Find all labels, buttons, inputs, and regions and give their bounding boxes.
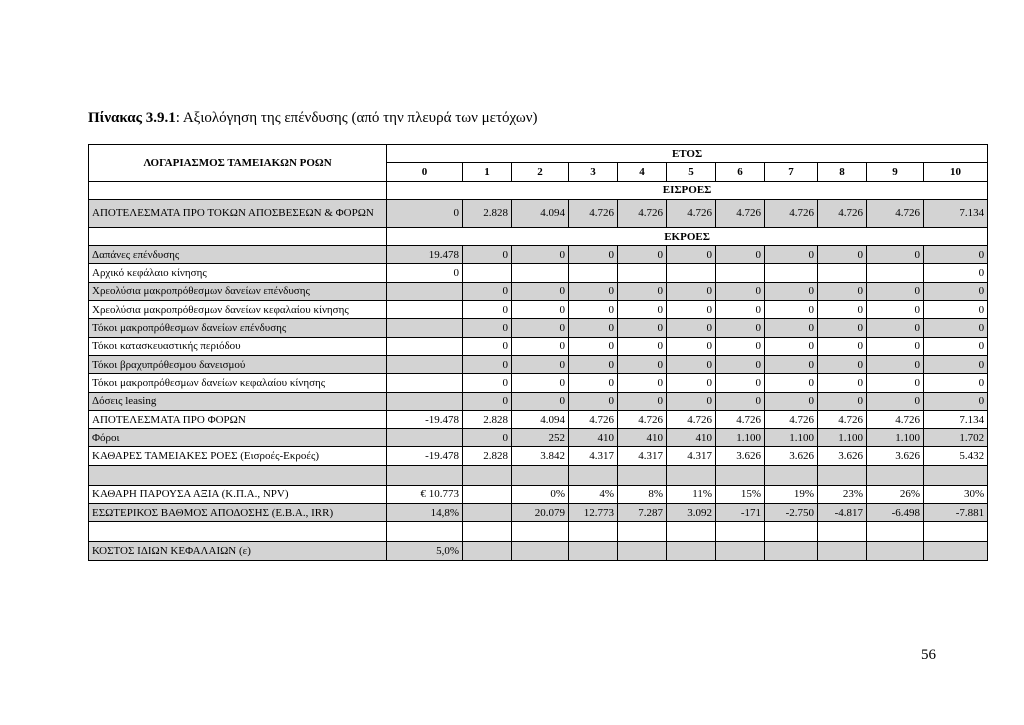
table-row	[89, 199, 988, 227]
value-cell: 1.702	[924, 429, 988, 447]
value-cell: 0	[867, 246, 924, 264]
row-label: ΕΣΩΤΕΡΙΚΟΣ ΒΑΘΜΟΣ ΑΠΟΔΟΣΗΣ (Ε.Β.Α., IRR)	[89, 504, 387, 522]
value-cell: 0	[569, 246, 618, 264]
value-cell: 0	[569, 301, 618, 319]
value-cell: -171	[716, 504, 765, 522]
value-cell: 0	[716, 246, 765, 264]
value-cell: 0	[463, 282, 512, 300]
empty-cell	[618, 522, 667, 542]
value-cell: 0	[512, 301, 569, 319]
value-cell: 0	[867, 301, 924, 319]
value-cell	[716, 264, 765, 282]
value-cell: 3.626	[818, 447, 867, 465]
value-cell: -19.478	[387, 410, 463, 428]
blank-row	[89, 522, 988, 542]
value-cell: 0	[569, 337, 618, 355]
value-cell: 0	[924, 319, 988, 337]
value-cell: 11%	[667, 485, 716, 503]
empty-cell	[924, 522, 988, 542]
value-cell: 0	[924, 264, 988, 282]
value-cell	[716, 542, 765, 560]
value-cell	[387, 355, 463, 373]
empty-cell	[867, 465, 924, 485]
value-cell	[463, 504, 512, 522]
value-cell: 20.079	[512, 504, 569, 522]
value-cell: 0	[818, 337, 867, 355]
value-cell: -7.881	[924, 504, 988, 522]
year-cell: 4	[618, 163, 667, 181]
value-cell: 7.287	[618, 504, 667, 522]
value-cell	[387, 392, 463, 410]
empty-cell	[924, 465, 988, 485]
value-cell: 0	[667, 355, 716, 373]
value-cell	[387, 429, 463, 447]
year-cell: 2	[512, 163, 569, 181]
value-cell: 0	[512, 337, 569, 355]
row-label: ΚΑΘΑΡΕΣ ΤΑΜΕΙΑΚΕΣ ΡΟΕΣ (Εισροές-Εκροές)	[89, 447, 387, 465]
value-cell: -2.750	[765, 504, 818, 522]
value-cell: 4.726	[867, 410, 924, 428]
row-label: Χρεολύσια μακροπρόθεσμων δανείων επένδυσης	[89, 282, 387, 300]
row-label: ΚΑΘΑΡΗ ΠΑΡΟΥΣΑ ΑΞΙΑ (Κ.Π.Α., NPV)	[89, 485, 387, 503]
value-cell: 0	[818, 301, 867, 319]
value-cell: 0	[716, 392, 765, 410]
value-cell: 0	[512, 246, 569, 264]
value-cell: 0	[512, 282, 569, 300]
row-label: ΚΟΣΤΟΣ ΙΔΙΩΝ ΚΕΦΑΛΑΙΩΝ (ε)	[89, 542, 387, 560]
value-cell	[463, 264, 512, 282]
value-cell: 0	[667, 337, 716, 355]
empty-cell	[387, 522, 463, 542]
table-row	[89, 392, 988, 410]
value-cell: 0	[512, 392, 569, 410]
value-cell: 0	[618, 301, 667, 319]
row-label: Τόκοι βραχυπρόθεσμου δανεισμού	[89, 355, 387, 373]
value-cell: 1.100	[867, 429, 924, 447]
value-cell: 252	[512, 429, 569, 447]
empty-cell	[765, 522, 818, 542]
table-row	[89, 246, 988, 264]
value-cell: 0	[667, 301, 716, 319]
value-cell: 2.828	[463, 410, 512, 428]
value-cell: 0	[618, 355, 667, 373]
value-cell: 19.478	[387, 246, 463, 264]
value-cell: 0	[463, 392, 512, 410]
section-row	[89, 181, 988, 199]
value-cell: 0	[667, 319, 716, 337]
value-cell: 0	[512, 374, 569, 392]
value-cell: 4.726	[716, 199, 765, 227]
value-cell: 0	[569, 355, 618, 373]
value-cell: 30%	[924, 485, 988, 503]
value-cell: 410	[569, 429, 618, 447]
empty-cell	[512, 465, 569, 485]
value-cell: 0	[765, 337, 818, 355]
empty-cell	[463, 465, 512, 485]
empty-cell	[463, 522, 512, 542]
row-label: Τόκοι μακροπρόθεσμων δανείων κεφαλαίου κίνησης	[89, 374, 387, 392]
value-cell	[765, 542, 818, 560]
value-cell: 0	[716, 355, 765, 373]
blank-row	[89, 465, 988, 485]
section-empty	[89, 227, 387, 245]
value-cell: 0	[765, 374, 818, 392]
value-cell: 0	[387, 199, 463, 227]
value-cell: 4.726	[667, 199, 716, 227]
table-caption	[88, 110, 537, 127]
value-cell: 4.726	[569, 199, 618, 227]
value-cell	[387, 282, 463, 300]
table-row	[89, 355, 988, 373]
value-cell: 0	[463, 429, 512, 447]
value-cell: 0	[924, 374, 988, 392]
value-cell: 0	[867, 337, 924, 355]
value-cell: 0	[569, 392, 618, 410]
value-cell: 0	[818, 355, 867, 373]
value-cell: 0	[667, 374, 716, 392]
value-cell: 0	[924, 337, 988, 355]
table-row	[89, 504, 988, 522]
value-cell: -4.817	[818, 504, 867, 522]
value-cell: 0	[618, 319, 667, 337]
value-cell: 0	[618, 374, 667, 392]
value-cell: 4.726	[618, 199, 667, 227]
value-cell	[618, 264, 667, 282]
empty-cell	[867, 522, 924, 542]
value-cell: 0	[867, 374, 924, 392]
value-cell: 4.094	[512, 199, 569, 227]
section-empty	[89, 181, 387, 199]
value-cell: 0	[765, 301, 818, 319]
row-label: Δαπάνες επένδυσης	[89, 246, 387, 264]
value-cell: 8%	[618, 485, 667, 503]
section-row	[89, 227, 988, 245]
empty-cell	[89, 522, 387, 542]
table-caption-label: Πίνακας 3.9.1	[88, 110, 176, 126]
value-cell: 3.092	[667, 504, 716, 522]
table-row	[89, 542, 988, 560]
value-cell	[387, 301, 463, 319]
value-cell	[867, 542, 924, 560]
value-cell: 0	[463, 374, 512, 392]
table-row	[89, 429, 988, 447]
header-accounts: ΛΟΓΑΡΙΑΣΜΟΣ ΤΑΜΕΙΑΚΩΝ ΡΟΩΝ	[89, 145, 387, 182]
row-label: Χρεολύσια μακροπρόθεσμων δανείων κεφαλαίου κίνησης	[89, 301, 387, 319]
value-cell: 0	[924, 355, 988, 373]
table-row	[89, 282, 988, 300]
empty-cell	[716, 465, 765, 485]
row-label: Φόροι	[89, 429, 387, 447]
value-cell	[387, 374, 463, 392]
value-cell: 4.726	[618, 410, 667, 428]
value-cell: 4.317	[618, 447, 667, 465]
value-cell: -19.478	[387, 447, 463, 465]
section-outflows: ΕΚΡΟΕΣ	[387, 227, 988, 245]
value-cell: 2.828	[463, 447, 512, 465]
value-cell	[867, 264, 924, 282]
value-cell: 4.726	[818, 410, 867, 428]
empty-cell	[765, 465, 818, 485]
empty-cell	[569, 522, 618, 542]
value-cell: 0	[716, 301, 765, 319]
value-cell: 3.626	[716, 447, 765, 465]
empty-cell	[569, 465, 618, 485]
year-cell: 7	[765, 163, 818, 181]
value-cell: 0	[667, 282, 716, 300]
value-cell: 5.432	[924, 447, 988, 465]
value-cell: 4%	[569, 485, 618, 503]
section-inflows: ΕΙΣΡΟΕΣ	[387, 181, 988, 199]
value-cell: 4.726	[569, 410, 618, 428]
value-cell: 0	[716, 374, 765, 392]
cash-flow-table	[88, 144, 988, 561]
value-cell: 1.100	[818, 429, 867, 447]
value-cell: 0	[867, 282, 924, 300]
value-cell: 23%	[818, 485, 867, 503]
value-cell: 2.828	[463, 199, 512, 227]
table-row	[89, 447, 988, 465]
value-cell: 12.773	[569, 504, 618, 522]
value-cell	[569, 264, 618, 282]
value-cell: 0	[618, 392, 667, 410]
empty-cell	[387, 465, 463, 485]
table-row	[89, 301, 988, 319]
value-cell: 0	[716, 337, 765, 355]
empty-cell	[818, 522, 867, 542]
year-cell: 6	[716, 163, 765, 181]
value-cell: 0	[765, 282, 818, 300]
value-cell: 0	[512, 319, 569, 337]
value-cell: 0	[765, 392, 818, 410]
value-cell	[667, 542, 716, 560]
row-label: Αρχικό κεφάλαιο κίνησης	[89, 264, 387, 282]
empty-cell	[667, 465, 716, 485]
value-cell: 0	[924, 246, 988, 264]
year-cell: 8	[818, 163, 867, 181]
value-cell: 0	[618, 337, 667, 355]
value-cell: 26%	[867, 485, 924, 503]
value-cell	[667, 264, 716, 282]
value-cell: 4.726	[818, 199, 867, 227]
value-cell	[463, 542, 512, 560]
value-cell: 15%	[716, 485, 765, 503]
row-label: Δόσεις leasing	[89, 392, 387, 410]
value-cell: 0	[818, 319, 867, 337]
value-cell	[618, 542, 667, 560]
value-cell: 4.726	[867, 199, 924, 227]
empty-cell	[512, 522, 569, 542]
table-row	[89, 264, 988, 282]
value-cell	[463, 485, 512, 503]
value-cell: 0	[618, 282, 667, 300]
table-row	[89, 410, 988, 428]
row-label: Τόκοι κατασκευαστικής περιόδου	[89, 337, 387, 355]
value-cell: 3.626	[867, 447, 924, 465]
value-cell: 0	[569, 374, 618, 392]
year-cell: 1	[463, 163, 512, 181]
value-cell: 0	[765, 246, 818, 264]
value-cell: 0	[818, 392, 867, 410]
year-cell: 0	[387, 163, 463, 181]
value-cell: 0	[765, 355, 818, 373]
empty-cell	[667, 522, 716, 542]
value-cell: 1.100	[716, 429, 765, 447]
value-cell: 4.317	[569, 447, 618, 465]
value-cell: 0	[667, 246, 716, 264]
value-cell: 0	[463, 355, 512, 373]
value-cell: 0	[867, 392, 924, 410]
value-cell: 4.726	[765, 199, 818, 227]
value-cell	[818, 542, 867, 560]
value-cell: 0	[867, 355, 924, 373]
empty-cell	[89, 465, 387, 485]
value-cell: 0	[512, 355, 569, 373]
value-cell: 7.134	[924, 199, 988, 227]
year-cell: 9	[867, 163, 924, 181]
table-row	[89, 337, 988, 355]
value-cell: 4.726	[765, 410, 818, 428]
value-cell	[387, 319, 463, 337]
table-row	[89, 319, 988, 337]
value-cell: 4.726	[716, 410, 765, 428]
value-cell: 0	[924, 301, 988, 319]
value-cell: 3.626	[765, 447, 818, 465]
row-label: ΑΠΟΤΕΛΕΣΜΑΤΑ ΠΡΟ ΦΟΡΩΝ	[89, 410, 387, 428]
header-year: ΕΤΟΣ	[387, 145, 988, 163]
value-cell: € 10.773	[387, 485, 463, 503]
table-caption-text: : Αξιολόγηση της επένδυσης (από την πλευρά των μετόχων)	[175, 110, 538, 126]
row-label: ΑΠΟΤΕΛΕΣΜΑΤΑ ΠΡΟ ΤΟΚΩΝ ΑΠΟΣΒΕΣΕΩΝ & ΦΟΡΩΝ	[89, 199, 387, 227]
value-cell: 0	[818, 246, 867, 264]
value-cell: 1.100	[765, 429, 818, 447]
empty-cell	[818, 465, 867, 485]
value-cell	[512, 264, 569, 282]
row-label: Τόκοι μακροπρόθεσμων δανείων επένδυσης	[89, 319, 387, 337]
value-cell: 0	[818, 374, 867, 392]
value-cell: 4.726	[667, 410, 716, 428]
value-cell: 7.134	[924, 410, 988, 428]
table-row	[89, 374, 988, 392]
page-number: 56	[921, 647, 936, 663]
value-cell: 410	[667, 429, 716, 447]
value-cell	[387, 337, 463, 355]
empty-cell	[716, 522, 765, 542]
value-cell: 14,8%	[387, 504, 463, 522]
value-cell	[512, 542, 569, 560]
value-cell: 410	[618, 429, 667, 447]
value-cell: 0	[818, 282, 867, 300]
value-cell: 0	[569, 282, 618, 300]
header-row	[89, 145, 988, 163]
year-cell: 3	[569, 163, 618, 181]
value-cell: 0	[716, 282, 765, 300]
value-cell	[569, 542, 618, 560]
year-cell: 10	[924, 163, 988, 181]
value-cell: 4.317	[667, 447, 716, 465]
value-cell	[765, 264, 818, 282]
value-cell: 0%	[512, 485, 569, 503]
value-cell: -6.498	[867, 504, 924, 522]
value-cell: 0	[387, 264, 463, 282]
empty-cell	[618, 465, 667, 485]
value-cell: 3.842	[512, 447, 569, 465]
value-cell: 0	[716, 319, 765, 337]
value-cell: 0	[924, 392, 988, 410]
value-cell: 0	[667, 392, 716, 410]
value-cell: 0	[463, 301, 512, 319]
value-cell: 19%	[765, 485, 818, 503]
year-cell: 5	[667, 163, 716, 181]
value-cell: 0	[463, 337, 512, 355]
value-cell: 0	[765, 319, 818, 337]
value-cell	[924, 542, 988, 560]
value-cell	[818, 264, 867, 282]
value-cell: 0	[463, 319, 512, 337]
value-cell: 4.094	[512, 410, 569, 428]
value-cell: 0	[569, 319, 618, 337]
table-row	[89, 485, 988, 503]
value-cell: 0	[463, 246, 512, 264]
value-cell: 0	[867, 319, 924, 337]
value-cell: 0	[618, 246, 667, 264]
value-cell: 5,0%	[387, 542, 463, 560]
value-cell: 0	[924, 282, 988, 300]
